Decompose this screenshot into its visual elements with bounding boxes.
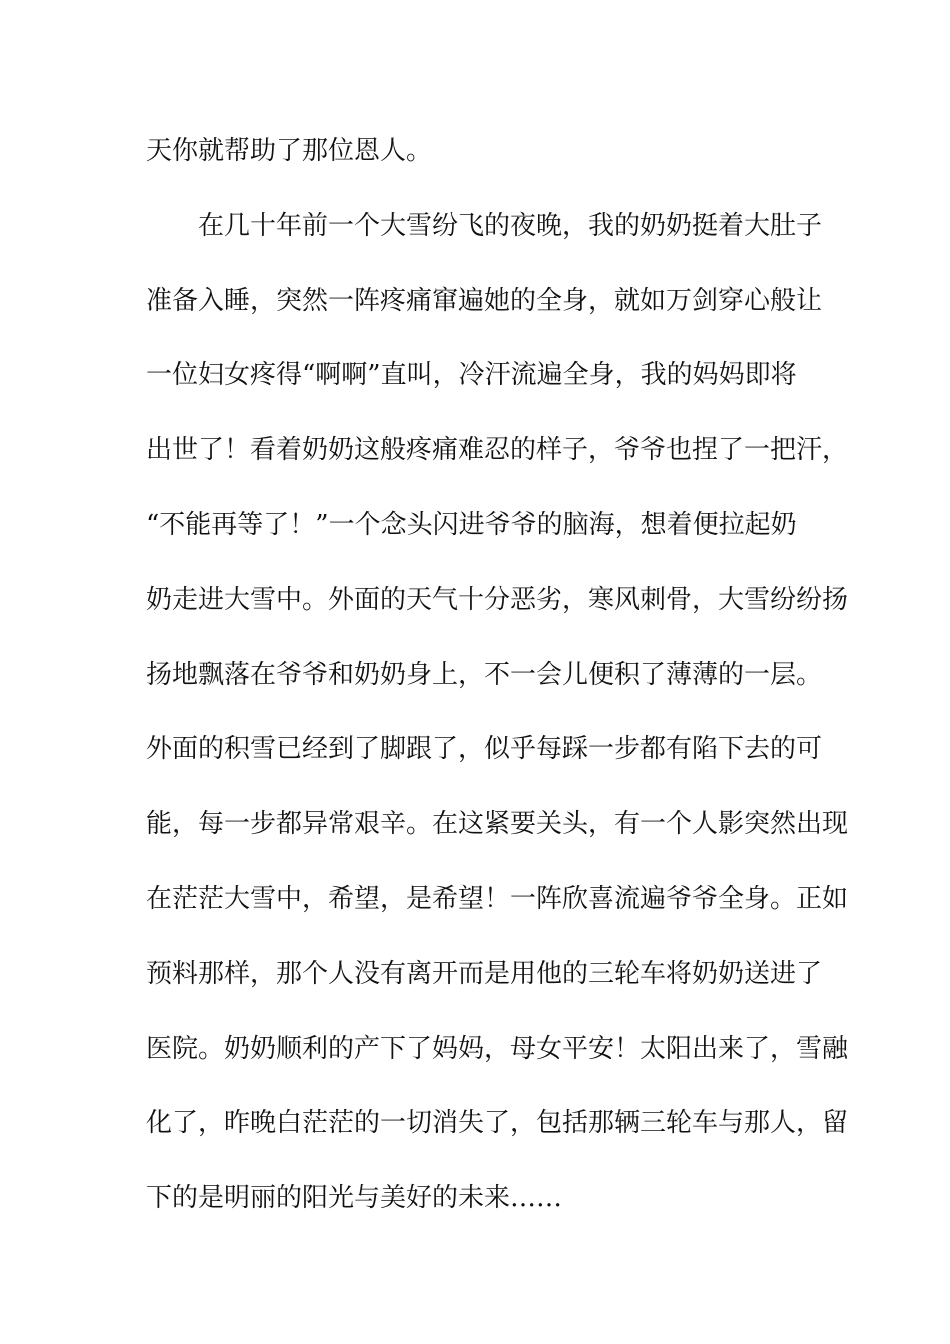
- text-line: 能，每一步都异常艰辛。在这紧要关头，有一个人影突然出现: [146, 809, 849, 840]
- text-line: “不能再等了！”一个念头闪进爷爷的脑海，想着便拉起奶: [146, 509, 797, 540]
- story-text: [146, 126, 849, 1248]
- text-line: 化了，昨晚白茫茫的一切消失了，包括那辆三轮车与那人，留: [146, 1108, 849, 1139]
- text-line: 下的是明丽的阳光与美好的未来……: [146, 1183, 563, 1214]
- text-line: 在茫茫大雪中，希望，是希望！一阵欣喜流遍爷爷全身。正如: [146, 883, 849, 914]
- paragraph-start-line: 在几十年前一个大雪纷飞的夜晚，我的奶奶挺着大肚子: [198, 210, 823, 241]
- text-line: 扬地飘落在爷爷和奶奶身上，不一会儿便积了薄薄的一层。: [146, 659, 823, 690]
- text-line: 医院。奶奶顺利的产下了妈妈，母女平安！太阳出来了，雪融: [146, 1033, 849, 1064]
- text-line: 一位妇女疼得“啊啊”直叫，冷汗流遍全身，我的妈妈即将: [146, 360, 797, 391]
- text-line: 预料那样，那个人没有离开而是用他的三轮车将奶奶送进了: [146, 958, 823, 989]
- text-line: 外面的积雪已经到了脚跟了，似乎每踩一步都有陷下去的可: [146, 734, 823, 765]
- text-line: 天你就帮助了那位恩人。: [146, 136, 433, 166]
- text-line: 出世了！看着奶奶这般疼痛难忍的样子，爷爷也捏了一把汗，: [146, 435, 849, 466]
- text-line: 准备入睡，突然一阵疼痛窜遍她的全身，就如万剑穿心般让: [146, 285, 823, 316]
- text-line: 奶走进大雪中。外面的天气十分恶劣，寒风刺骨，大雪纷纷扬: [146, 584, 849, 615]
